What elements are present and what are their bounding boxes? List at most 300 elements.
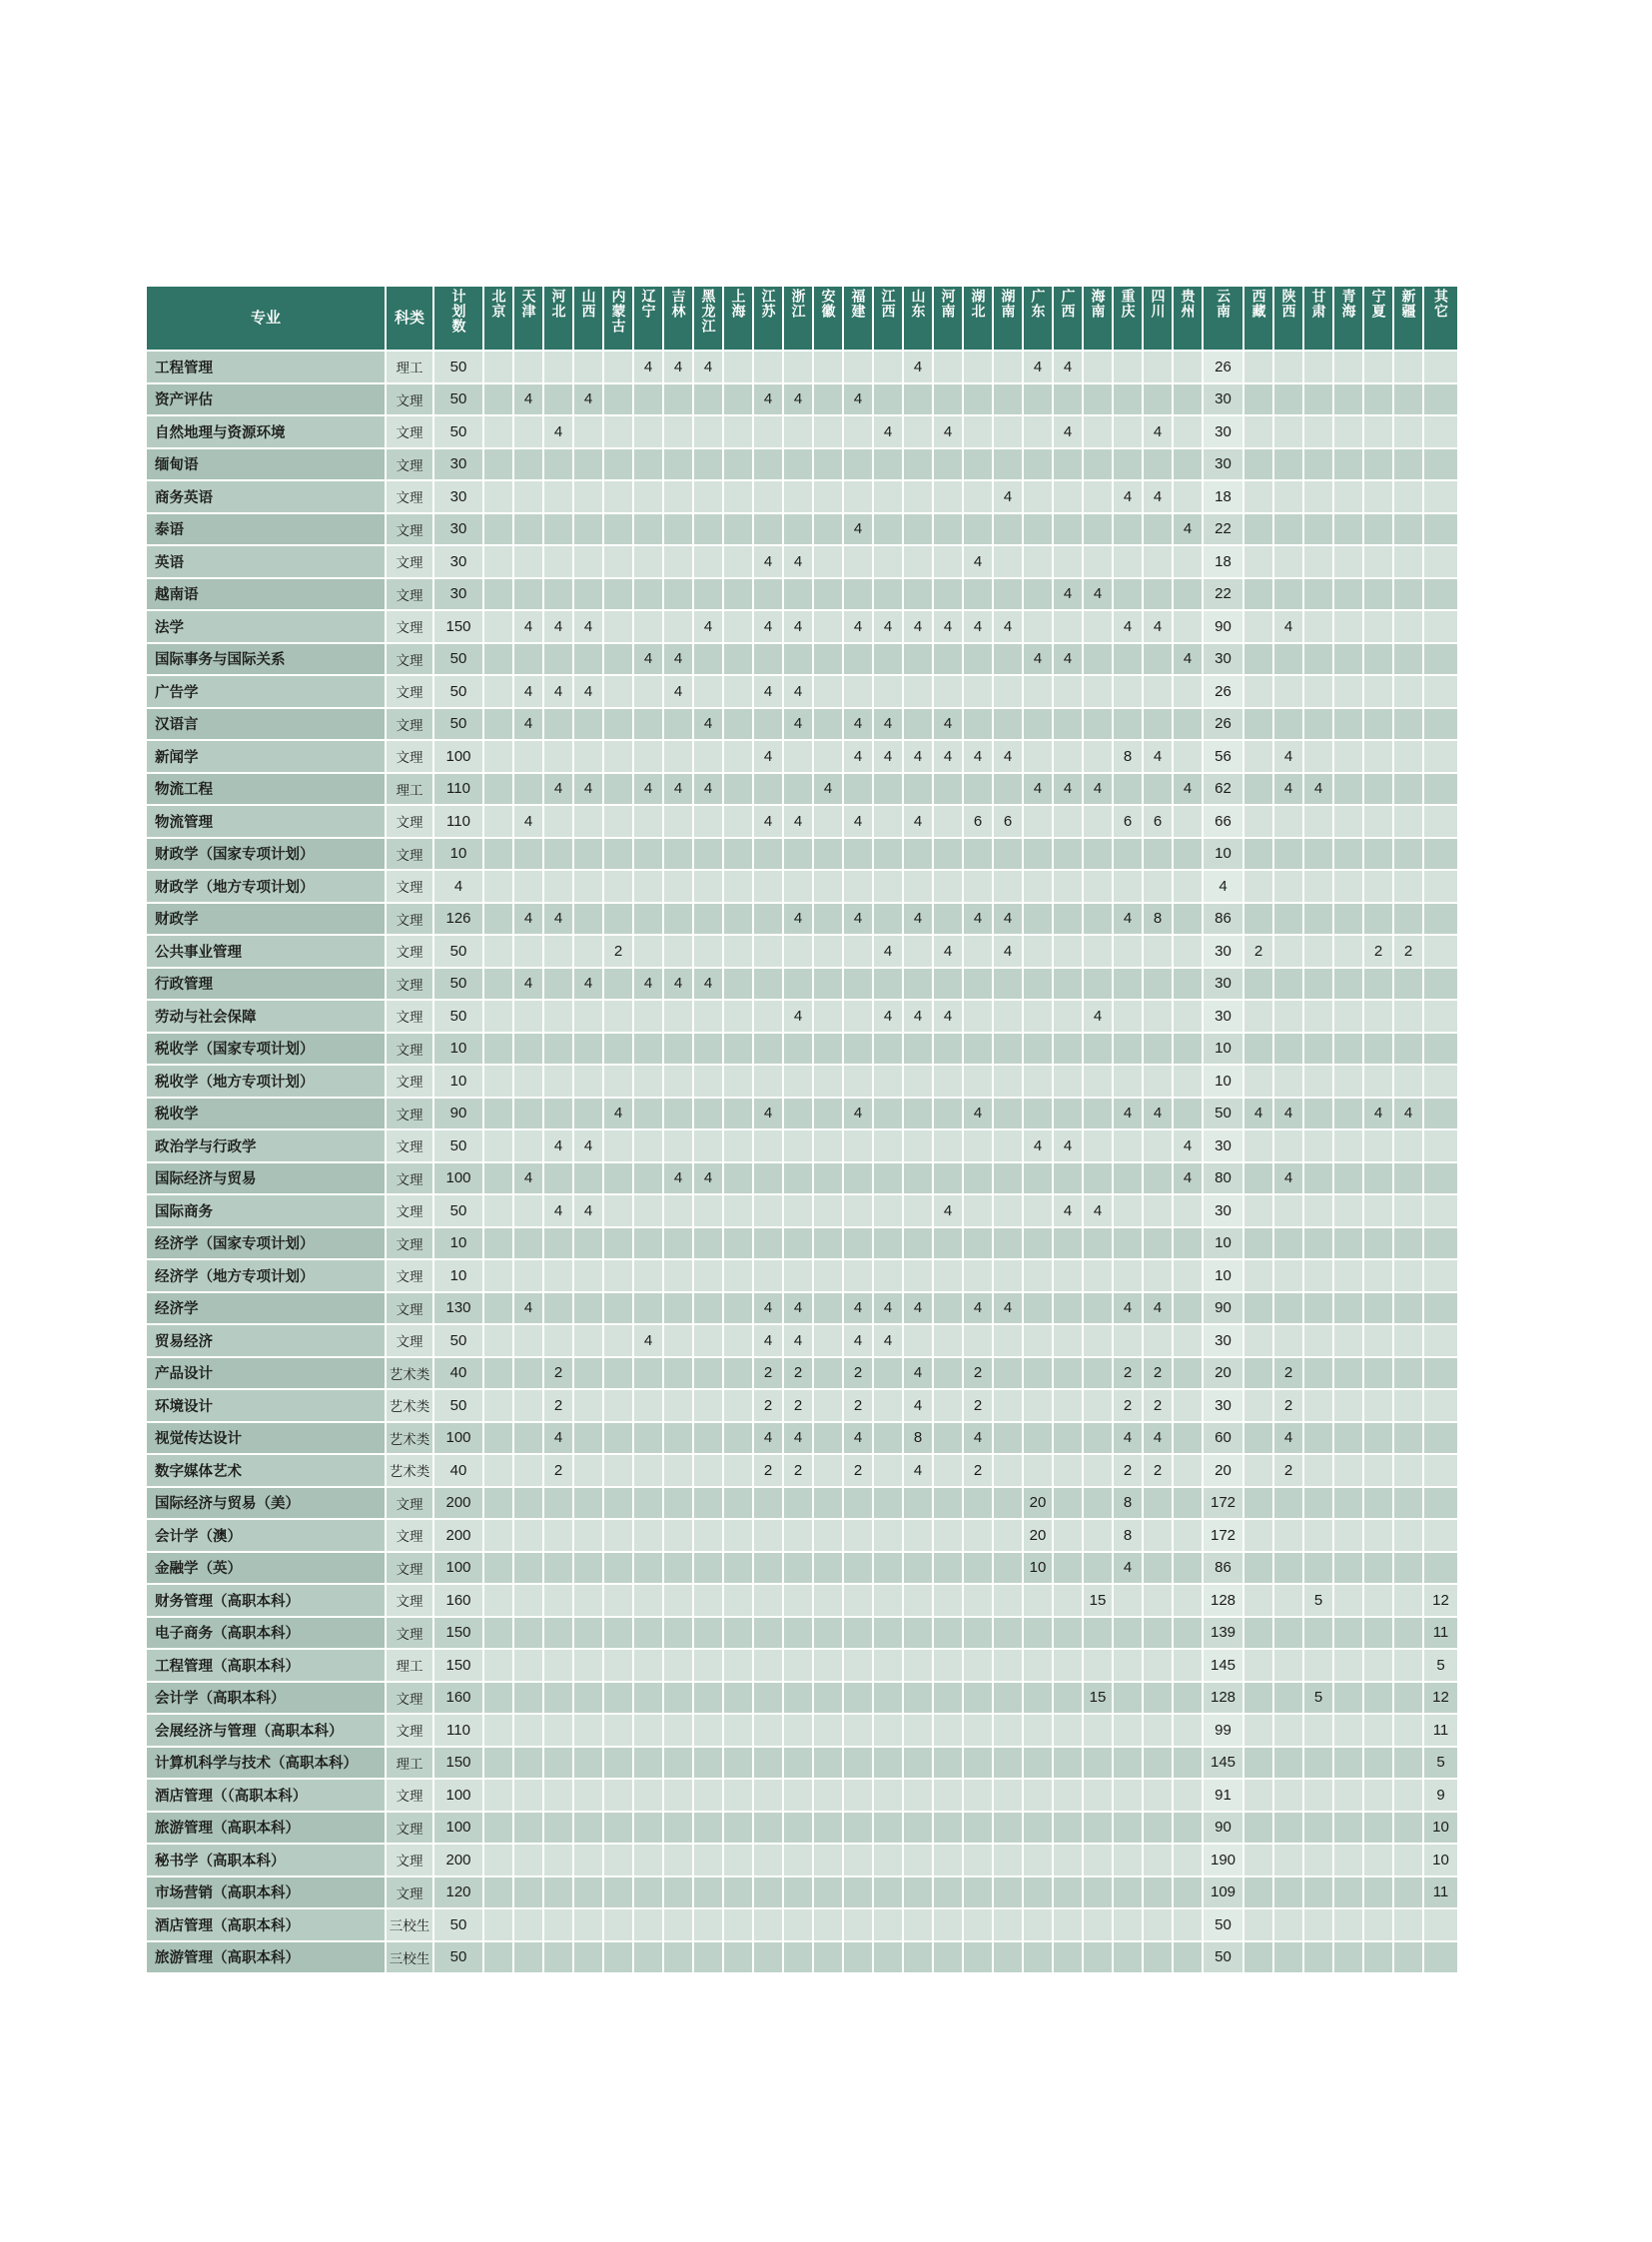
value-cell-新疆 (1394, 839, 1424, 872)
value-cell-北京 (484, 1553, 514, 1586)
value-cell-宁夏 (1364, 1195, 1394, 1228)
value-cell-广东 (1024, 579, 1054, 612)
value-cell-江西 (874, 1260, 904, 1293)
value-cell-北京 (484, 1260, 514, 1293)
value-cell-江苏 (754, 1228, 784, 1261)
value-cell-浙江 (784, 449, 814, 482)
value-cell-湖南 (994, 1715, 1024, 1748)
value-cell-其它 (1424, 936, 1459, 969)
plan-cell: 4 (434, 871, 484, 904)
plan-cell: 10 (434, 1228, 484, 1261)
value-cell-福建 (844, 936, 874, 969)
value-cell-湖南 (994, 1390, 1024, 1423)
value-cell-其它 (1424, 806, 1459, 839)
value-cell-河南 (934, 871, 964, 904)
value-cell-海南 (1084, 1260, 1114, 1293)
value-cell-新疆 (1394, 1942, 1424, 1975)
value-cell-青海 (1334, 871, 1364, 904)
value-cell-山西 (574, 1488, 604, 1521)
value-cell-上海 (724, 1260, 754, 1293)
plan-cell: 110 (434, 806, 484, 839)
value-cell-广东 (1024, 1845, 1054, 1877)
value-cell-其它 (1424, 1423, 1459, 1456)
value-cell-新疆 (1394, 416, 1424, 449)
value-cell-西藏 (1244, 676, 1274, 709)
value-cell-重庆 (1114, 546, 1144, 579)
value-cell-山东: 4 (904, 1358, 934, 1391)
value-cell-陕西: 2 (1274, 1358, 1304, 1391)
value-cell-贵州 (1174, 611, 1204, 644)
plan-cell: 100 (434, 741, 484, 774)
value-cell-天津: 4 (514, 709, 544, 742)
value-cell-宁夏 (1364, 1650, 1394, 1683)
value-cell-湖北 (964, 676, 994, 709)
value-cell-河北 (544, 449, 574, 482)
value-cell-辽宁 (634, 1034, 664, 1067)
value-cell-安徽 (814, 1488, 844, 1521)
value-cell-山西 (574, 1455, 604, 1488)
value-cell-广东: 20 (1024, 1520, 1054, 1553)
value-cell-宁夏 (1364, 1293, 1394, 1326)
header-province-浙江: 浙江 (784, 287, 814, 352)
value-cell-河南 (934, 1748, 964, 1781)
value-cell-福建: 4 (844, 709, 874, 742)
major-cell: 物流管理 (147, 806, 387, 839)
value-cell-浙江 (784, 514, 814, 547)
value-cell-上海 (724, 1715, 754, 1748)
value-cell-吉林 (664, 1195, 694, 1228)
value-cell-青海 (1334, 1066, 1364, 1099)
value-cell-福建: 2 (844, 1358, 874, 1391)
value-cell-广东 (1024, 1034, 1054, 1067)
value-cell-重庆 (1114, 871, 1144, 904)
value-cell-重庆 (1114, 1942, 1144, 1975)
value-cell-河北: 4 (544, 774, 574, 807)
header-province-山西: 山西 (574, 287, 604, 352)
value-cell-江西 (874, 1488, 904, 1521)
value-cell-吉林 (664, 806, 694, 839)
value-cell-云南: 30 (1204, 1195, 1244, 1228)
value-cell-北京 (484, 1618, 514, 1651)
value-cell-青海 (1334, 1195, 1364, 1228)
value-cell-广西 (1054, 1293, 1084, 1326)
value-cell-西藏 (1244, 1390, 1274, 1423)
plan-cell: 150 (434, 1650, 484, 1683)
value-cell-黑龙江 (694, 1553, 724, 1586)
value-cell-北京 (484, 1942, 514, 1975)
value-cell-江西 (874, 384, 904, 417)
value-cell-湖南 (994, 1066, 1024, 1099)
value-cell-海南: 4 (1084, 579, 1114, 612)
value-cell-天津 (514, 1748, 544, 1781)
value-cell-其它 (1424, 352, 1459, 384)
value-cell-云南: 128 (1204, 1683, 1244, 1716)
plan-cell: 50 (434, 1195, 484, 1228)
plan-cell: 100 (434, 1780, 484, 1813)
value-cell-湖北 (964, 1585, 994, 1618)
value-cell-贵州 (1174, 969, 1204, 1002)
value-cell-新疆 (1394, 1358, 1424, 1391)
value-cell-湖南: 4 (994, 741, 1024, 774)
value-cell-安徽 (814, 1130, 844, 1163)
value-cell-北京 (484, 1455, 514, 1488)
value-cell-广西 (1054, 904, 1084, 937)
value-cell-河北: 4 (544, 1195, 574, 1228)
value-cell-西藏 (1244, 384, 1274, 417)
value-cell-甘肃 (1304, 839, 1334, 872)
value-cell-吉林 (664, 1358, 694, 1391)
plan-cell: 50 (434, 1390, 484, 1423)
value-cell-西藏 (1244, 1520, 1274, 1553)
value-cell-江苏 (754, 1942, 784, 1975)
value-cell-湖南 (994, 546, 1024, 579)
value-cell-四川 (1144, 644, 1174, 677)
value-cell-宁夏 (1364, 1260, 1394, 1293)
value-cell-天津 (514, 1683, 544, 1716)
value-cell-重庆: 8 (1114, 1488, 1144, 1521)
plan-cell: 10 (434, 1260, 484, 1293)
value-cell-安徽 (814, 1909, 844, 1942)
value-cell-辽宁 (634, 904, 664, 937)
value-cell-山东 (904, 1195, 934, 1228)
value-cell-内蒙古 (604, 1488, 634, 1521)
value-cell-黑龙江 (694, 1228, 724, 1261)
value-cell-其它 (1424, 384, 1459, 417)
value-cell-湖北 (964, 481, 994, 514)
value-cell-贵州 (1174, 1715, 1204, 1748)
value-cell-宁夏 (1364, 1163, 1394, 1196)
value-cell-湖北: 2 (964, 1390, 994, 1423)
value-cell-内蒙古 (604, 774, 634, 807)
header-province-海南: 海南 (1084, 287, 1114, 352)
value-cell-辽宁 (634, 481, 664, 514)
major-cell: 电子商务（高职本科） (147, 1618, 387, 1651)
value-cell-海南 (1084, 1066, 1114, 1099)
value-cell-黑龙江 (694, 1909, 724, 1942)
value-cell-广东 (1024, 1163, 1054, 1196)
value-cell-四川 (1144, 676, 1174, 709)
value-cell-北京 (484, 1520, 514, 1553)
value-cell-宁夏 (1364, 611, 1394, 644)
value-cell-黑龙江 (694, 481, 724, 514)
value-cell-江苏: 4 (754, 546, 784, 579)
category-cell: 文理 (387, 1163, 434, 1196)
value-cell-内蒙古 (604, 449, 634, 482)
value-cell-安徽 (814, 1585, 844, 1618)
value-cell-河南 (934, 1293, 964, 1326)
value-cell-山东 (904, 1877, 934, 1910)
value-cell-内蒙古 (604, 1618, 634, 1651)
value-cell-海南 (1084, 1488, 1114, 1521)
value-cell-河南 (934, 774, 964, 807)
value-cell-湖北: 6 (964, 806, 994, 839)
value-cell-湖北 (964, 416, 994, 449)
value-cell-甘肃: 4 (1304, 774, 1334, 807)
value-cell-西藏 (1244, 741, 1274, 774)
value-cell-江苏 (754, 774, 784, 807)
value-cell-其它 (1424, 709, 1459, 742)
value-cell-安徽 (814, 1260, 844, 1293)
value-cell-湖北 (964, 1325, 994, 1358)
value-cell-陕西 (1274, 1845, 1304, 1877)
value-cell-辽宁 (634, 1001, 664, 1034)
category-cell: 文理 (387, 1715, 434, 1748)
major-cell: 酒店管理（高职本科） (147, 1909, 387, 1942)
value-cell-甘肃 (1304, 1099, 1334, 1131)
value-cell-内蒙古 (604, 1455, 634, 1488)
value-cell-广东: 4 (1024, 774, 1054, 807)
value-cell-云南: 10 (1204, 1066, 1244, 1099)
value-cell-湖北 (964, 1195, 994, 1228)
value-cell-云南: 30 (1204, 644, 1244, 677)
value-cell-内蒙古 (604, 839, 634, 872)
value-cell-河北 (544, 1520, 574, 1553)
value-cell-山东 (904, 1909, 934, 1942)
major-cell: 税收学（国家专项计划） (147, 1034, 387, 1067)
major-cell: 经济学 (147, 1293, 387, 1326)
value-cell-广东: 4 (1024, 1130, 1054, 1163)
value-cell-四川 (1144, 1585, 1174, 1618)
value-cell-河南: 4 (934, 611, 964, 644)
value-cell-云南: 26 (1204, 352, 1244, 384)
value-cell-西藏 (1244, 839, 1274, 872)
value-cell-宁夏 (1364, 1423, 1394, 1456)
major-cell: 税收学 (147, 1099, 387, 1131)
value-cell-湖南 (994, 1423, 1024, 1456)
value-cell-海南 (1084, 644, 1114, 677)
value-cell-海南 (1084, 871, 1114, 904)
value-cell-山东: 4 (904, 1293, 934, 1326)
value-cell-内蒙古 (604, 1748, 634, 1781)
value-cell-湖北 (964, 1715, 994, 1748)
value-cell-宁夏 (1364, 579, 1394, 612)
value-cell-陕西 (1274, 1001, 1304, 1034)
value-cell-青海 (1334, 774, 1364, 807)
value-cell-青海 (1334, 352, 1364, 384)
value-cell-湖北 (964, 1130, 994, 1163)
value-cell-其它 (1424, 676, 1459, 709)
value-cell-天津 (514, 1325, 544, 1358)
value-cell-四川 (1144, 1650, 1174, 1683)
value-cell-宁夏 (1364, 1618, 1394, 1651)
value-cell-山东 (904, 1260, 934, 1293)
value-cell-新疆 (1394, 676, 1424, 709)
plan-cell: 50 (434, 936, 484, 969)
value-cell-吉林 (664, 1260, 694, 1293)
value-cell-河北: 4 (544, 1423, 574, 1456)
value-cell-新疆 (1394, 1228, 1424, 1261)
value-cell-云南: 20 (1204, 1455, 1244, 1488)
value-cell-湖北 (964, 936, 994, 969)
value-cell-河北 (544, 1683, 574, 1716)
category-cell: 文理 (387, 579, 434, 612)
value-cell-其它 (1424, 546, 1459, 579)
value-cell-山东 (904, 1099, 934, 1131)
value-cell-天津 (514, 1358, 544, 1391)
value-cell-湖北 (964, 1260, 994, 1293)
value-cell-云南: 30 (1204, 936, 1244, 969)
value-cell-贵州: 4 (1174, 644, 1204, 677)
value-cell-北京 (484, 1293, 514, 1326)
value-cell-上海 (724, 384, 754, 417)
value-cell-四川 (1144, 514, 1174, 547)
value-cell-宁夏 (1364, 1877, 1394, 1910)
value-cell-河南 (934, 1780, 964, 1813)
category-cell: 文理 (387, 1228, 434, 1261)
value-cell-黑龙江 (694, 1390, 724, 1423)
value-cell-广西 (1054, 1813, 1084, 1846)
value-cell-湖南 (994, 644, 1024, 677)
header-province-安徽: 安徽 (814, 287, 844, 352)
value-cell-辽宁 (634, 1780, 664, 1813)
value-cell-河南 (934, 1260, 964, 1293)
plan-cell: 200 (434, 1845, 484, 1877)
value-cell-甘肃 (1304, 1845, 1334, 1877)
value-cell-辽宁 (634, 1553, 664, 1586)
value-cell-黑龙江: 4 (694, 709, 724, 742)
value-cell-云南: 139 (1204, 1618, 1244, 1651)
value-cell-吉林 (664, 1618, 694, 1651)
value-cell-安徽 (814, 1715, 844, 1748)
value-cell-海南 (1084, 1390, 1114, 1423)
value-cell-新疆 (1394, 384, 1424, 417)
header-province-广西: 广西 (1054, 287, 1084, 352)
value-cell-湖南 (994, 1001, 1024, 1034)
value-cell-贵州 (1174, 676, 1204, 709)
value-cell-陕西: 2 (1274, 1455, 1304, 1488)
value-cell-安徽 (814, 676, 844, 709)
category-cell: 文理 (387, 1877, 434, 1910)
value-cell-安徽 (814, 871, 844, 904)
value-cell-云南: 30 (1204, 416, 1244, 449)
value-cell-河南 (934, 1228, 964, 1261)
value-cell-湖北 (964, 1813, 994, 1846)
value-cell-贵州 (1174, 416, 1204, 449)
value-cell-西藏 (1244, 1942, 1274, 1975)
value-cell-青海 (1334, 1390, 1364, 1423)
value-cell-其它: 11 (1424, 1877, 1459, 1910)
value-cell-山西 (574, 546, 604, 579)
value-cell-吉林 (664, 839, 694, 872)
value-cell-青海 (1334, 1845, 1364, 1877)
value-cell-海南 (1084, 1553, 1114, 1586)
value-cell-新疆 (1394, 904, 1424, 937)
value-cell-宁夏 (1364, 1585, 1394, 1618)
plan-cell: 40 (434, 1358, 484, 1391)
value-cell-福建 (844, 1813, 874, 1846)
value-cell-江苏 (754, 1585, 784, 1618)
value-cell-广西 (1054, 709, 1084, 742)
value-cell-海南 (1084, 676, 1114, 709)
value-cell-重庆 (1114, 384, 1144, 417)
value-cell-上海 (724, 1813, 754, 1846)
value-cell-天津 (514, 546, 544, 579)
value-cell-安徽 (814, 839, 844, 872)
value-cell-辽宁 (634, 546, 664, 579)
value-cell-陕西 (1274, 1293, 1304, 1326)
value-cell-黑龙江 (694, 1942, 724, 1975)
value-cell-西藏 (1244, 774, 1274, 807)
value-cell-陕西 (1274, 1130, 1304, 1163)
value-cell-北京 (484, 1034, 514, 1067)
value-cell-贵州 (1174, 1455, 1204, 1488)
value-cell-福建: 4 (844, 611, 874, 644)
value-cell-新疆 (1394, 1423, 1424, 1456)
value-cell-安徽 (814, 1618, 844, 1651)
value-cell-广西 (1054, 676, 1084, 709)
value-cell-吉林 (664, 1034, 694, 1067)
value-cell-吉林 (664, 936, 694, 969)
value-cell-云南: 60 (1204, 1423, 1244, 1456)
value-cell-山东 (904, 676, 934, 709)
value-cell-上海 (724, 644, 754, 677)
value-cell-贵州 (1174, 1845, 1204, 1877)
value-cell-重庆 (1114, 969, 1144, 1002)
value-cell-甘肃 (1304, 1942, 1334, 1975)
value-cell-北京 (484, 644, 514, 677)
value-cell-福建 (844, 1488, 874, 1521)
value-cell-青海 (1334, 1618, 1364, 1651)
value-cell-河南 (934, 579, 964, 612)
value-cell-安徽 (814, 416, 844, 449)
value-cell-青海 (1334, 839, 1364, 872)
value-cell-陕西: 4 (1274, 741, 1304, 774)
value-cell-河南 (934, 449, 964, 482)
value-cell-贵州 (1174, 579, 1204, 612)
plan-cell: 160 (434, 1585, 484, 1618)
value-cell-青海 (1334, 1877, 1364, 1910)
value-cell-山东: 4 (904, 741, 934, 774)
value-cell-陕西: 4 (1274, 774, 1304, 807)
value-cell-天津 (514, 774, 544, 807)
value-cell-贵州 (1174, 871, 1204, 904)
value-cell-海南 (1084, 1650, 1114, 1683)
value-cell-甘肃 (1304, 579, 1334, 612)
value-cell-重庆 (1114, 1195, 1144, 1228)
value-cell-上海 (724, 1066, 754, 1099)
value-cell-青海 (1334, 709, 1364, 742)
value-cell-海南 (1084, 546, 1114, 579)
category-cell: 文理 (387, 1066, 434, 1099)
plan-cell: 100 (434, 1553, 484, 1586)
value-cell-宁夏 (1364, 1325, 1394, 1358)
value-cell-北京 (484, 1877, 514, 1910)
value-cell-湖南 (994, 416, 1024, 449)
value-cell-江西 (874, 1748, 904, 1781)
value-cell-黑龙江 (694, 384, 724, 417)
value-cell-湖南 (994, 449, 1024, 482)
value-cell-重庆: 8 (1114, 741, 1144, 774)
value-cell-广东 (1024, 741, 1054, 774)
value-cell-吉林 (664, 871, 694, 904)
plan-cell: 120 (434, 1877, 484, 1910)
value-cell-江苏: 4 (754, 741, 784, 774)
value-cell-天津 (514, 1099, 544, 1131)
value-cell-其它 (1424, 416, 1459, 449)
value-cell-辽宁 (634, 839, 664, 872)
value-cell-重庆 (1114, 1228, 1144, 1261)
value-cell-湖南 (994, 579, 1024, 612)
value-cell-安徽 (814, 1390, 844, 1423)
value-cell-江西 (874, 839, 904, 872)
value-cell-辽宁 (634, 1455, 664, 1488)
value-cell-西藏 (1244, 1845, 1274, 1877)
value-cell-云南: 4 (1204, 871, 1244, 904)
value-cell-安徽 (814, 384, 844, 417)
header-province-上海: 上海 (724, 287, 754, 352)
value-cell-山东 (904, 1520, 934, 1553)
value-cell-浙江 (784, 1683, 814, 1716)
